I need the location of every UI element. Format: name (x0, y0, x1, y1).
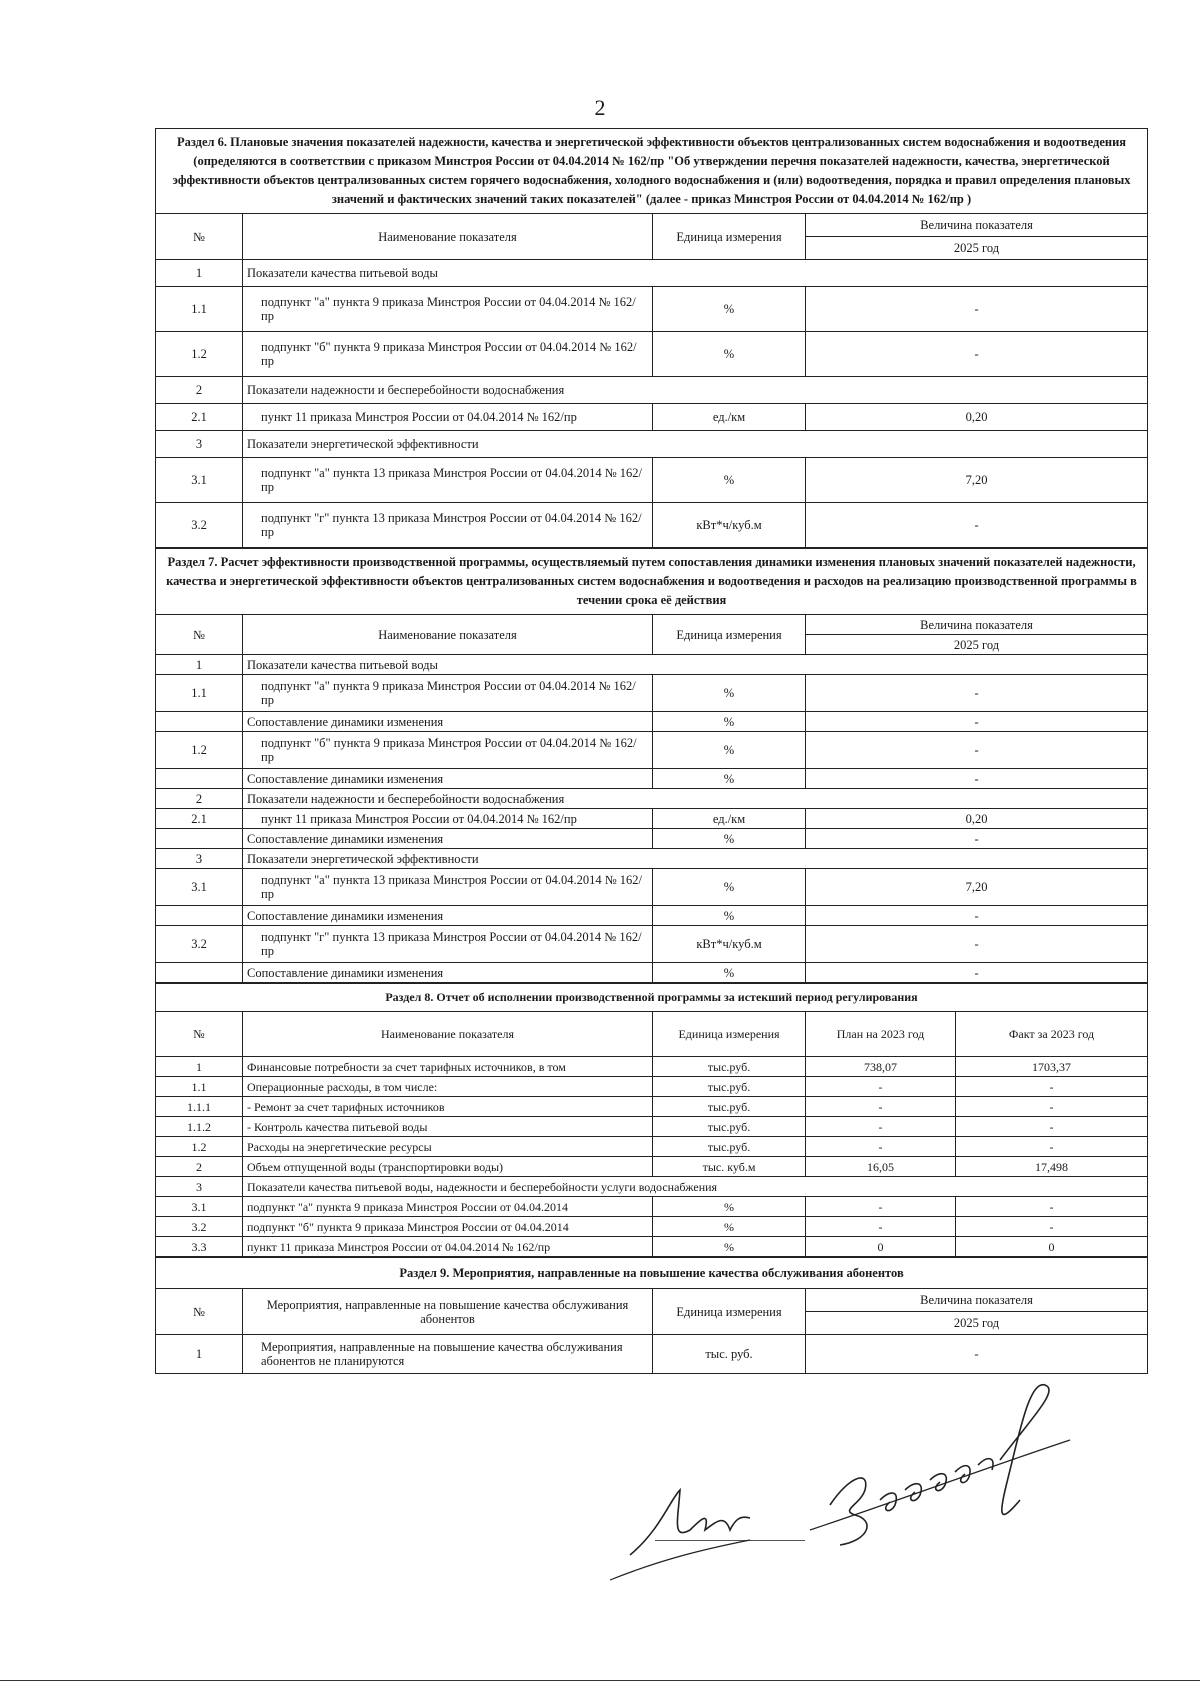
table-row (156, 789, 1148, 809)
row-group-name: Показатели энергетической эффективности (243, 431, 1148, 458)
row-name: подпункт "а" пункта 9 приказа Минстроя России от 04.04.2014 № 162/пр (243, 287, 653, 332)
table-row (156, 1097, 1148, 1117)
row-name: подпункт "а" пункта 9 приказа Минстроя России от 04.04.2014 (243, 1197, 653, 1217)
table-row (156, 769, 1148, 789)
row-unit: % (653, 1237, 806, 1257)
s6-head-value: Величина показателя (806, 214, 1148, 237)
s7-head-unit: Единица измерения (653, 615, 806, 655)
row-name: подпункт "а" пункта 9 приказа Минстроя России от 04.04.2014 № 162/пр (243, 675, 653, 712)
row-unit: % (653, 712, 806, 732)
row-number: 1.1.1 (156, 1097, 243, 1117)
section6-body (156, 260, 1148, 548)
row-number (156, 829, 243, 849)
row-number: 1 (156, 1335, 243, 1374)
row-number: 1.1 (156, 675, 243, 712)
row-name: пункт 11 приказа Минстроя России от 04.04.2014 № 162/пр (243, 404, 653, 431)
row-value: - (806, 287, 1148, 332)
row-fact: - (956, 1077, 1148, 1097)
row-value: - (806, 906, 1148, 926)
row-number (156, 712, 243, 732)
row-number: 1 (156, 1057, 243, 1077)
row-number (156, 769, 243, 789)
row-fact: - (956, 1097, 1148, 1117)
row-number: 2.1 (156, 809, 243, 829)
row-unit: ед./км (653, 404, 806, 431)
row-fact: - (956, 1117, 1148, 1137)
row-fact: 17,498 (956, 1157, 1148, 1177)
row-unit: % (653, 829, 806, 849)
table-row (156, 829, 1148, 849)
row-group-name: Показатели надежности и бесперебойности водоснабжения (243, 377, 1148, 404)
s7-head-name: Наименование показателя (243, 615, 653, 655)
handwritten-signatures (600, 1380, 1160, 1590)
s7-head-value: Величина показателя (806, 615, 1148, 635)
row-unit: тыс. руб. (653, 1335, 806, 1374)
row-fact: 1703,37 (956, 1057, 1148, 1077)
row-name: Мероприятия, направленные на повышение качества обслуживания абонентов не планируются (243, 1335, 653, 1374)
row-value: 0,20 (806, 809, 1148, 829)
row-name: Объем отпущенной воды (транспортировки воды) (243, 1157, 653, 1177)
section6-table (155, 128, 1148, 548)
row-name: Расходы на энергетические ресурсы (243, 1137, 653, 1157)
row-value: 0,20 (806, 404, 1148, 431)
table-row (156, 503, 1148, 548)
row-number: 1 (156, 655, 243, 675)
row-name: подпункт "б" пункта 9 приказа Минстроя России от 04.04.2014 № 162/пр (243, 332, 653, 377)
row-number: 1.2 (156, 332, 243, 377)
row-group-name: Показатели качества питьевой воды, надежности и бесперебойности услуги водоснабжения (243, 1177, 1148, 1197)
section9-table (155, 1257, 1148, 1374)
table-row (156, 332, 1148, 377)
row-name: - Ремонт за счет тарифных источников (243, 1097, 653, 1117)
row-fact: - (956, 1197, 1148, 1217)
row-unit: % (653, 769, 806, 789)
row-plan: - (806, 1197, 956, 1217)
row-plan: 16,05 (806, 1157, 956, 1177)
table-row (156, 1217, 1148, 1237)
row-plan: - (806, 1137, 956, 1157)
row-name: Сопоставление динамики изменения (243, 769, 653, 789)
row-value: - (806, 829, 1148, 849)
row-value: - (806, 675, 1148, 712)
row-plan: - (806, 1117, 956, 1137)
row-number: 3.2 (156, 926, 243, 963)
row-fact: - (956, 1217, 1148, 1237)
s6-head-unit: Единица измерения (653, 214, 806, 260)
row-value: - (806, 712, 1148, 732)
row-name: Сопоставление динамики изменения (243, 829, 653, 849)
row-name: - Контроль качества питьевой воды (243, 1117, 653, 1137)
section7-title: Раздел 7. Расчет эффективности производственной программы, осуществляемый путем сопоставления динамики изменения плановых значений показателей надежности, качества и энергетической эффективности объектов централизованных систем водоснабжения и водоотведения и расходов на реализацию производственной программы в течении срока её действия (156, 549, 1148, 615)
section7-table (155, 548, 1148, 983)
row-value: - (806, 503, 1148, 548)
s7-head-year: 2025 год (806, 635, 1148, 655)
row-number: 3.1 (156, 1197, 243, 1217)
table-row (156, 963, 1148, 983)
table-row (156, 287, 1148, 332)
row-number: 3 (156, 1177, 243, 1197)
row-name: подпункт "б" пункта 9 приказа Минстроя России от 04.04.2014 (243, 1217, 653, 1237)
row-unit: % (653, 732, 806, 769)
s9-head-year: 2025 год (806, 1312, 1148, 1335)
table-row (156, 1137, 1148, 1157)
document-frame (155, 128, 1147, 1374)
table-row (156, 458, 1148, 503)
row-name: Финансовые потребности за счет тарифных источников, в том (243, 1057, 653, 1077)
row-name: подпункт "а" пункта 13 приказа Минстроя России от 04.04.2014 № 162/пр (243, 869, 653, 906)
row-name: Сопоставление динамики изменения (243, 712, 653, 732)
row-number: 3.2 (156, 503, 243, 548)
table-row (156, 809, 1148, 829)
row-number (156, 963, 243, 983)
row-name: Сопоставление динамики изменения (243, 906, 653, 926)
row-unit: кВт*ч/куб.м (653, 503, 806, 548)
row-value: - (806, 732, 1148, 769)
row-fact: 0 (956, 1237, 1148, 1257)
row-unit: % (653, 287, 806, 332)
row-number: 1.2 (156, 1137, 243, 1157)
row-plan: 738,07 (806, 1057, 956, 1077)
s6-head-year: 2025 год (806, 237, 1148, 260)
row-unit: тыс.руб. (653, 1057, 806, 1077)
row-number: 3.2 (156, 1217, 243, 1237)
table-row (156, 869, 1148, 906)
table-row (156, 849, 1148, 869)
row-value: - (806, 332, 1148, 377)
row-number (156, 906, 243, 926)
section9-title: Раздел 9. Мероприятия, направленные на повышение качества обслуживания абонентов (156, 1258, 1148, 1289)
row-group-name: Показатели надежности и бесперебойности водоснабжения (243, 789, 1148, 809)
table-row (156, 1157, 1148, 1177)
s6-head-name: Наименование показателя (243, 214, 653, 260)
row-number: 1 (156, 260, 243, 287)
table-row (156, 260, 1148, 287)
table-row (156, 377, 1148, 404)
row-name: Сопоставление динамики изменения (243, 963, 653, 983)
row-unit: тыс.руб. (653, 1097, 806, 1117)
table-row (156, 1237, 1148, 1257)
s8-head-plan: План на 2023 год (806, 1012, 956, 1057)
section8-title: Раздел 8. Отчет об исполнении производственной программы за истекший период регулирования (156, 984, 1148, 1012)
row-number: 1.2 (156, 732, 243, 769)
row-unit: тыс.руб. (653, 1137, 806, 1157)
row-plan: - (806, 1217, 956, 1237)
row-unit: % (653, 332, 806, 377)
row-unit: ед./км (653, 809, 806, 829)
s8-head-fact: Факт за 2023 год (956, 1012, 1148, 1057)
row-number: 3.3 (156, 1237, 243, 1257)
table-row (156, 1197, 1148, 1217)
row-name: подпункт "г" пункта 13 приказа Минстроя России от 04.04.2014 № 162/пр (243, 926, 653, 963)
row-number: 1.1 (156, 287, 243, 332)
row-number: 3 (156, 431, 243, 458)
table-row (156, 1177, 1148, 1197)
row-name: пункт 11 приказа Минстроя России от 04.04.2014 № 162/пр (243, 1237, 653, 1257)
row-number: 2.1 (156, 404, 243, 431)
row-number: 1.1 (156, 1077, 243, 1097)
row-value: 7,20 (806, 458, 1148, 503)
page-bottom-rule (0, 1680, 1200, 1681)
row-unit: тыс. куб.м (653, 1157, 806, 1177)
row-plan: 0 (806, 1237, 956, 1257)
row-unit: % (653, 1217, 806, 1237)
row-value: - (806, 963, 1148, 983)
row-value: - (806, 1335, 1148, 1374)
table-row (156, 906, 1148, 926)
s9-head-value: Величина показателя (806, 1289, 1148, 1312)
section7-body (156, 655, 1148, 983)
s9-head-name: Мероприятия, направленные на повышение качества обслуживания абонентов (243, 1289, 653, 1335)
row-number: 2 (156, 377, 243, 404)
s8-head-unit: Единица измерения (653, 1012, 806, 1057)
table-row (156, 655, 1148, 675)
s9-head-num: № (156, 1289, 243, 1335)
s8-head-name: Наименование показателя (243, 1012, 653, 1057)
section8-table (155, 983, 1148, 1257)
section6-title: Раздел 6. Плановые значения показателей надежности, качества и энергетической эффективности объектов централизованных систем водоснабжения и водоотведения (определяются в соответствии с приказом Минстроя России от 04.04.2014 № 162/пр "Об утверждении перечня показателей надежности, качества, энергетической эффективности объектов централизованных систем горячего водоснабжения, холодного водоснабжения и (или) водоотведения, порядка и правил определения плановых значений и фактических значений таких показателей" (далее - приказ Минстроя России от 04.04.2014 № 162/пр ) (156, 129, 1148, 214)
row-unit: тыс.руб. (653, 1077, 806, 1097)
row-number: 3.1 (156, 869, 243, 906)
row-unit: % (653, 675, 806, 712)
table-row (156, 1057, 1148, 1077)
section8-body (156, 1057, 1148, 1257)
row-number: 2 (156, 1157, 243, 1177)
s6-head-num: № (156, 214, 243, 260)
row-plan: - (806, 1077, 956, 1097)
row-fact: - (956, 1137, 1148, 1157)
section9-body (156, 1335, 1148, 1374)
row-group-name: Показатели качества питьевой воды (243, 260, 1148, 287)
row-unit: кВт*ч/куб.м (653, 926, 806, 963)
page-number: 2 (594, 95, 606, 120)
row-unit: % (653, 906, 806, 926)
row-number: 3 (156, 849, 243, 869)
row-number: 1.1.2 (156, 1117, 243, 1137)
row-name: подпункт "а" пункта 13 приказа Минстроя России от 04.04.2014 № 162/пр (243, 458, 653, 503)
row-group-name: Показатели энергетической эффективности (243, 849, 1148, 869)
row-unit: % (653, 1197, 806, 1217)
table-row (156, 431, 1148, 458)
row-value: 7,20 (806, 869, 1148, 906)
table-row (156, 926, 1148, 963)
row-unit: % (653, 963, 806, 983)
s7-head-num: № (156, 615, 243, 655)
table-row (156, 1117, 1148, 1137)
row-group-name: Показатели качества питьевой воды (243, 655, 1148, 675)
table-row (156, 1077, 1148, 1097)
s8-head-num: № (156, 1012, 243, 1057)
row-value: - (806, 926, 1148, 963)
row-number: 3.1 (156, 458, 243, 503)
row-number: 2 (156, 789, 243, 809)
row-name: пункт 11 приказа Минстроя России от 04.04.2014 № 162/пр (243, 809, 653, 829)
row-plan: - (806, 1097, 956, 1117)
row-unit: % (653, 869, 806, 906)
table-row (156, 712, 1148, 732)
row-name: Операционные расходы, в том числе: (243, 1077, 653, 1097)
row-unit: % (653, 458, 806, 503)
s9-head-unit: Единица измерения (653, 1289, 806, 1335)
row-name: подпункт "б" пункта 9 приказа Минстроя России от 04.04.2014 № 162/пр (243, 732, 653, 769)
table-row (156, 404, 1148, 431)
table-row (156, 732, 1148, 769)
row-name: подпункт "г" пункта 13 приказа Минстроя России от 04.04.2014 № 162/пр (243, 503, 653, 548)
table-row (156, 1335, 1148, 1374)
table-row (156, 675, 1148, 712)
row-unit: тыс.руб. (653, 1117, 806, 1137)
row-value: - (806, 769, 1148, 789)
